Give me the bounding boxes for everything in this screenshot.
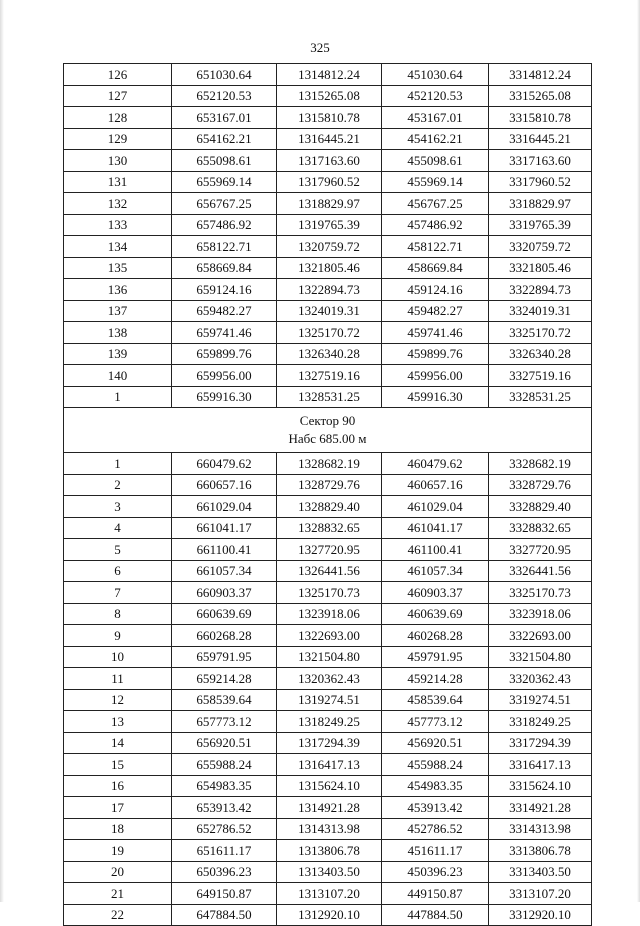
y-coordinate-cell: 1312920.10 (277, 904, 382, 926)
y-msk-coordinate-cell: 3326340.28 (489, 343, 592, 365)
table-row (64, 732, 592, 754)
x-coordinate-cell: 654162.21 (172, 128, 277, 150)
x-coordinate-cell: 659916.30 (172, 386, 277, 408)
y-coordinate-cell: 1325170.72 (277, 322, 382, 344)
y-msk-coordinate-cell: 3325170.72 (489, 322, 592, 344)
x-msk-coordinate-cell: 458539.64 (382, 689, 489, 711)
y-msk-coordinate-cell: 3320759.72 (489, 236, 592, 258)
x-coordinate-cell: 659899.76 (172, 343, 277, 365)
table-row (64, 582, 592, 604)
x-msk-coordinate-cell: 459214.28 (382, 668, 489, 690)
y-msk-coordinate-cell: 3327720.95 (489, 539, 592, 561)
y-msk-coordinate-cell: 3315810.78 (489, 107, 592, 129)
x-coordinate-cell: 659482.27 (172, 300, 277, 322)
table-row (64, 517, 592, 539)
table-row (64, 193, 592, 215)
x-coordinate-cell: 656767.25 (172, 193, 277, 215)
x-coordinate-cell: 659124.16 (172, 279, 277, 301)
x-coordinate-cell: 661029.04 (172, 496, 277, 518)
y-msk-coordinate-cell: 3314921.28 (489, 797, 592, 819)
y-coordinate-cell: 1321805.46 (277, 257, 382, 279)
y-msk-coordinate-cell: 3318249.25 (489, 711, 592, 733)
table-row (64, 861, 592, 883)
x-msk-coordinate-cell: 460903.37 (382, 582, 489, 604)
y-msk-coordinate-cell: 3328829.40 (489, 496, 592, 518)
y-msk-coordinate-cell: 3315265.08 (489, 85, 592, 107)
y-coordinate-cell: 1317294.39 (277, 732, 382, 754)
y-coordinate-cell: 1327720.95 (277, 539, 382, 561)
point-number-cell: 132 (64, 193, 172, 215)
point-number-cell: 17 (64, 797, 172, 819)
y-msk-coordinate-cell: 3325170.73 (489, 582, 592, 604)
x-msk-coordinate-cell: 459124.16 (382, 279, 489, 301)
x-msk-coordinate-cell: 451611.17 (382, 840, 489, 862)
y-msk-coordinate-cell: 3316445.21 (489, 128, 592, 150)
x-msk-coordinate-cell: 460268.28 (382, 625, 489, 647)
table-row (64, 883, 592, 905)
x-coordinate-cell: 651030.64 (172, 64, 277, 86)
x-coordinate-cell: 657486.92 (172, 214, 277, 236)
x-msk-coordinate-cell: 454983.35 (382, 775, 489, 797)
sector-header (64, 408, 592, 453)
y-coordinate-cell: 1313403.50 (277, 861, 382, 883)
x-coordinate-cell: 659741.46 (172, 322, 277, 344)
y-msk-coordinate-cell: 3324019.31 (489, 300, 592, 322)
y-coordinate-cell: 1328729.76 (277, 474, 382, 496)
y-coordinate-cell: 1313806.78 (277, 840, 382, 862)
table-row (64, 603, 592, 625)
page-number: 325 (310, 40, 330, 55)
x-msk-coordinate-cell: 460479.62 (382, 453, 489, 475)
y-coordinate-cell: 1319274.51 (277, 689, 382, 711)
sector-title: Сектор 90 (299, 413, 356, 428)
x-msk-coordinate-cell: 453167.01 (382, 107, 489, 129)
y-msk-coordinate-cell: 3326441.56 (489, 560, 592, 582)
table-row (64, 300, 592, 322)
table-row (64, 322, 592, 344)
x-msk-coordinate-cell: 458669.84 (382, 257, 489, 279)
point-number-cell: 13 (64, 711, 172, 733)
x-msk-coordinate-cell: 456767.25 (382, 193, 489, 215)
table-row (64, 496, 592, 518)
y-coordinate-cell: 1317960.52 (277, 171, 382, 193)
x-msk-coordinate-cell: 459899.76 (382, 343, 489, 365)
x-coordinate-cell: 658539.64 (172, 689, 277, 711)
x-coordinate-cell: 653913.42 (172, 797, 277, 819)
x-coordinate-cell: 655969.14 (172, 171, 277, 193)
sector-header-row (64, 408, 592, 453)
table-row (64, 711, 592, 733)
x-coordinate-cell: 661100.41 (172, 539, 277, 561)
point-number-cell: 1 (64, 453, 172, 475)
y-coordinate-cell: 1318249.25 (277, 711, 382, 733)
point-number-cell: 14 (64, 732, 172, 754)
table-row (64, 279, 592, 301)
y-coordinate-cell: 1313107.20 (277, 883, 382, 905)
point-number-cell: 130 (64, 150, 172, 172)
point-number-cell: 9 (64, 625, 172, 647)
table-row (64, 453, 592, 475)
table-row (64, 754, 592, 776)
x-msk-coordinate-cell: 456920.51 (382, 732, 489, 754)
x-msk-coordinate-cell: 461100.41 (382, 539, 489, 561)
y-coordinate-cell: 1322894.73 (277, 279, 382, 301)
point-number-cell: 5 (64, 539, 172, 561)
sector-header-section (64, 408, 592, 453)
table-row (64, 257, 592, 279)
coordinates-table-bottom-section (64, 453, 592, 926)
table-row (64, 128, 592, 150)
point-number-cell: 12 (64, 689, 172, 711)
coordinates-table (63, 63, 592, 926)
table-row (64, 171, 592, 193)
point-number-cell: 16 (64, 775, 172, 797)
y-msk-coordinate-cell: 3314812.24 (489, 64, 592, 86)
table-row (64, 904, 592, 926)
point-number-cell: 137 (64, 300, 172, 322)
x-msk-coordinate-cell: 461029.04 (382, 496, 489, 518)
y-coordinate-cell: 1328682.19 (277, 453, 382, 475)
x-coordinate-cell: 660639.69 (172, 603, 277, 625)
x-msk-coordinate-cell: 451030.64 (382, 64, 489, 86)
x-coordinate-cell: 654983.35 (172, 775, 277, 797)
y-msk-coordinate-cell: 3328729.76 (489, 474, 592, 496)
y-msk-coordinate-cell: 3322894.73 (489, 279, 592, 301)
y-msk-coordinate-cell: 3319765.39 (489, 214, 592, 236)
y-msk-coordinate-cell: 3320362.43 (489, 668, 592, 690)
coordinates-table-top-section (64, 64, 592, 408)
point-number-cell: 15 (64, 754, 172, 776)
point-number-cell: 135 (64, 257, 172, 279)
y-coordinate-cell: 1315265.08 (277, 85, 382, 107)
y-coordinate-cell: 1314812.24 (277, 64, 382, 86)
y-coordinate-cell: 1326340.28 (277, 343, 382, 365)
y-msk-coordinate-cell: 3328832.65 (489, 517, 592, 539)
table-row (64, 365, 592, 387)
x-msk-coordinate-cell: 455098.61 (382, 150, 489, 172)
point-number-cell: 139 (64, 343, 172, 365)
point-number-cell: 136 (64, 279, 172, 301)
y-coordinate-cell: 1319765.39 (277, 214, 382, 236)
x-msk-coordinate-cell: 457486.92 (382, 214, 489, 236)
table-row (64, 840, 592, 862)
table-row (64, 668, 592, 690)
y-msk-coordinate-cell: 3322693.00 (489, 625, 592, 647)
x-coordinate-cell: 651611.17 (172, 840, 277, 862)
y-coordinate-cell: 1316445.21 (277, 128, 382, 150)
x-msk-coordinate-cell: 454162.21 (382, 128, 489, 150)
y-coordinate-cell: 1324019.31 (277, 300, 382, 322)
table-row (64, 343, 592, 365)
point-number-cell: 18 (64, 818, 172, 840)
x-msk-coordinate-cell: 452120.53 (382, 85, 489, 107)
x-coordinate-cell: 653167.01 (172, 107, 277, 129)
x-coordinate-cell: 659214.28 (172, 668, 277, 690)
x-msk-coordinate-cell: 459741.46 (382, 322, 489, 344)
x-coordinate-cell: 661057.34 (172, 560, 277, 582)
y-coordinate-cell: 1320759.72 (277, 236, 382, 258)
point-number-cell: 129 (64, 128, 172, 150)
y-msk-coordinate-cell: 3315624.10 (489, 775, 592, 797)
y-msk-coordinate-cell: 3316417.13 (489, 754, 592, 776)
table-row (64, 797, 592, 819)
x-coordinate-cell: 661041.17 (172, 517, 277, 539)
table-row (64, 625, 592, 647)
table-row (64, 64, 592, 86)
table-row (64, 646, 592, 668)
y-msk-coordinate-cell: 3313403.50 (489, 861, 592, 883)
x-coordinate-cell: 660903.37 (172, 582, 277, 604)
y-msk-coordinate-cell: 3317960.52 (489, 171, 592, 193)
point-number-cell: 11 (64, 668, 172, 690)
y-coordinate-cell: 1315810.78 (277, 107, 382, 129)
y-coordinate-cell: 1322693.00 (277, 625, 382, 647)
table-row (64, 214, 592, 236)
x-coordinate-cell: 657773.12 (172, 711, 277, 733)
x-coordinate-cell: 659791.95 (172, 646, 277, 668)
x-coordinate-cell: 652786.52 (172, 818, 277, 840)
y-coordinate-cell: 1315624.10 (277, 775, 382, 797)
x-msk-coordinate-cell: 461057.34 (382, 560, 489, 582)
point-number-cell: 19 (64, 840, 172, 862)
x-coordinate-cell: 655988.24 (172, 754, 277, 776)
y-coordinate-cell: 1326441.56 (277, 560, 382, 582)
y-coordinate-cell: 1317163.60 (277, 150, 382, 172)
point-number-cell: 21 (64, 883, 172, 905)
y-coordinate-cell: 1328531.25 (277, 386, 382, 408)
y-coordinate-cell: 1320362.43 (277, 668, 382, 690)
x-msk-coordinate-cell: 458122.71 (382, 236, 489, 258)
y-msk-coordinate-cell: 3312920.10 (489, 904, 592, 926)
x-msk-coordinate-cell: 460639.69 (382, 603, 489, 625)
point-number-cell: 134 (64, 236, 172, 258)
x-msk-coordinate-cell: 459916.30 (382, 386, 489, 408)
y-msk-coordinate-cell: 3317294.39 (489, 732, 592, 754)
y-coordinate-cell: 1328832.65 (277, 517, 382, 539)
table-row (64, 818, 592, 840)
x-msk-coordinate-cell: 449150.87 (382, 883, 489, 905)
x-coordinate-cell: 649150.87 (172, 883, 277, 905)
x-coordinate-cell: 660657.16 (172, 474, 277, 496)
x-msk-coordinate-cell: 459482.27 (382, 300, 489, 322)
sector-subtitle: Набс 685.00 м (288, 431, 367, 446)
point-number-cell: 20 (64, 861, 172, 883)
y-coordinate-cell: 1321504.80 (277, 646, 382, 668)
y-msk-coordinate-cell: 3328531.25 (489, 386, 592, 408)
point-number-cell: 2 (64, 474, 172, 496)
x-msk-coordinate-cell: 452786.52 (382, 818, 489, 840)
point-number-cell: 7 (64, 582, 172, 604)
table-row (64, 539, 592, 561)
table-row (64, 560, 592, 582)
x-coordinate-cell: 647884.50 (172, 904, 277, 926)
x-msk-coordinate-cell: 455988.24 (382, 754, 489, 776)
scan-edge-left (0, 0, 4, 902)
y-msk-coordinate-cell: 3317163.60 (489, 150, 592, 172)
x-msk-coordinate-cell: 459956.00 (382, 365, 489, 387)
y-coordinate-cell: 1318829.97 (277, 193, 382, 215)
x-msk-coordinate-cell: 460657.16 (382, 474, 489, 496)
x-coordinate-cell: 658669.84 (172, 257, 277, 279)
table-row (64, 689, 592, 711)
point-number-cell: 133 (64, 214, 172, 236)
table-row (64, 85, 592, 107)
x-coordinate-cell: 655098.61 (172, 150, 277, 172)
point-number-cell: 127 (64, 85, 172, 107)
point-number-cell: 140 (64, 365, 172, 387)
point-number-cell: 6 (64, 560, 172, 582)
point-number-cell: 3 (64, 496, 172, 518)
point-number-cell: 22 (64, 904, 172, 926)
x-coordinate-cell: 652120.53 (172, 85, 277, 107)
table-row (64, 386, 592, 408)
table-row (64, 474, 592, 496)
x-msk-coordinate-cell: 447884.50 (382, 904, 489, 926)
table-row (64, 775, 592, 797)
x-coordinate-cell: 660268.28 (172, 625, 277, 647)
x-msk-coordinate-cell: 461041.17 (382, 517, 489, 539)
y-msk-coordinate-cell: 3314313.98 (489, 818, 592, 840)
x-msk-coordinate-cell: 457773.12 (382, 711, 489, 733)
y-msk-coordinate-cell: 3328682.19 (489, 453, 592, 475)
y-msk-coordinate-cell: 3327519.16 (489, 365, 592, 387)
point-number-cell: 131 (64, 171, 172, 193)
x-msk-coordinate-cell: 450396.23 (382, 861, 489, 883)
y-msk-coordinate-cell: 3313107.20 (489, 883, 592, 905)
y-msk-coordinate-cell: 3313806.78 (489, 840, 592, 862)
point-number-cell: 10 (64, 646, 172, 668)
x-coordinate-cell: 658122.71 (172, 236, 277, 258)
x-msk-coordinate-cell: 453913.42 (382, 797, 489, 819)
y-msk-coordinate-cell: 3323918.06 (489, 603, 592, 625)
x-coordinate-cell: 650396.23 (172, 861, 277, 883)
x-coordinate-cell: 656920.51 (172, 732, 277, 754)
point-number-cell: 128 (64, 107, 172, 129)
y-coordinate-cell: 1316417.13 (277, 754, 382, 776)
y-coordinate-cell: 1327519.16 (277, 365, 382, 387)
y-coordinate-cell: 1325170.73 (277, 582, 382, 604)
y-msk-coordinate-cell: 3321504.80 (489, 646, 592, 668)
x-coordinate-cell: 659956.00 (172, 365, 277, 387)
table-row (64, 107, 592, 129)
point-number-cell: 4 (64, 517, 172, 539)
y-coordinate-cell: 1314921.28 (277, 797, 382, 819)
point-number-cell: 138 (64, 322, 172, 344)
y-coordinate-cell: 1323918.06 (277, 603, 382, 625)
x-msk-coordinate-cell: 459791.95 (382, 646, 489, 668)
point-number-cell: 8 (64, 603, 172, 625)
table-row (64, 150, 592, 172)
y-msk-coordinate-cell: 3318829.97 (489, 193, 592, 215)
point-number-cell: 126 (64, 64, 172, 86)
table-row (64, 236, 592, 258)
point-number-cell: 1 (64, 386, 172, 408)
x-coordinate-cell: 660479.62 (172, 453, 277, 475)
x-msk-coordinate-cell: 455969.14 (382, 171, 489, 193)
y-msk-coordinate-cell: 3319274.51 (489, 689, 592, 711)
y-msk-coordinate-cell: 3321805.46 (489, 257, 592, 279)
y-coordinate-cell: 1328829.40 (277, 496, 382, 518)
y-coordinate-cell: 1314313.98 (277, 818, 382, 840)
